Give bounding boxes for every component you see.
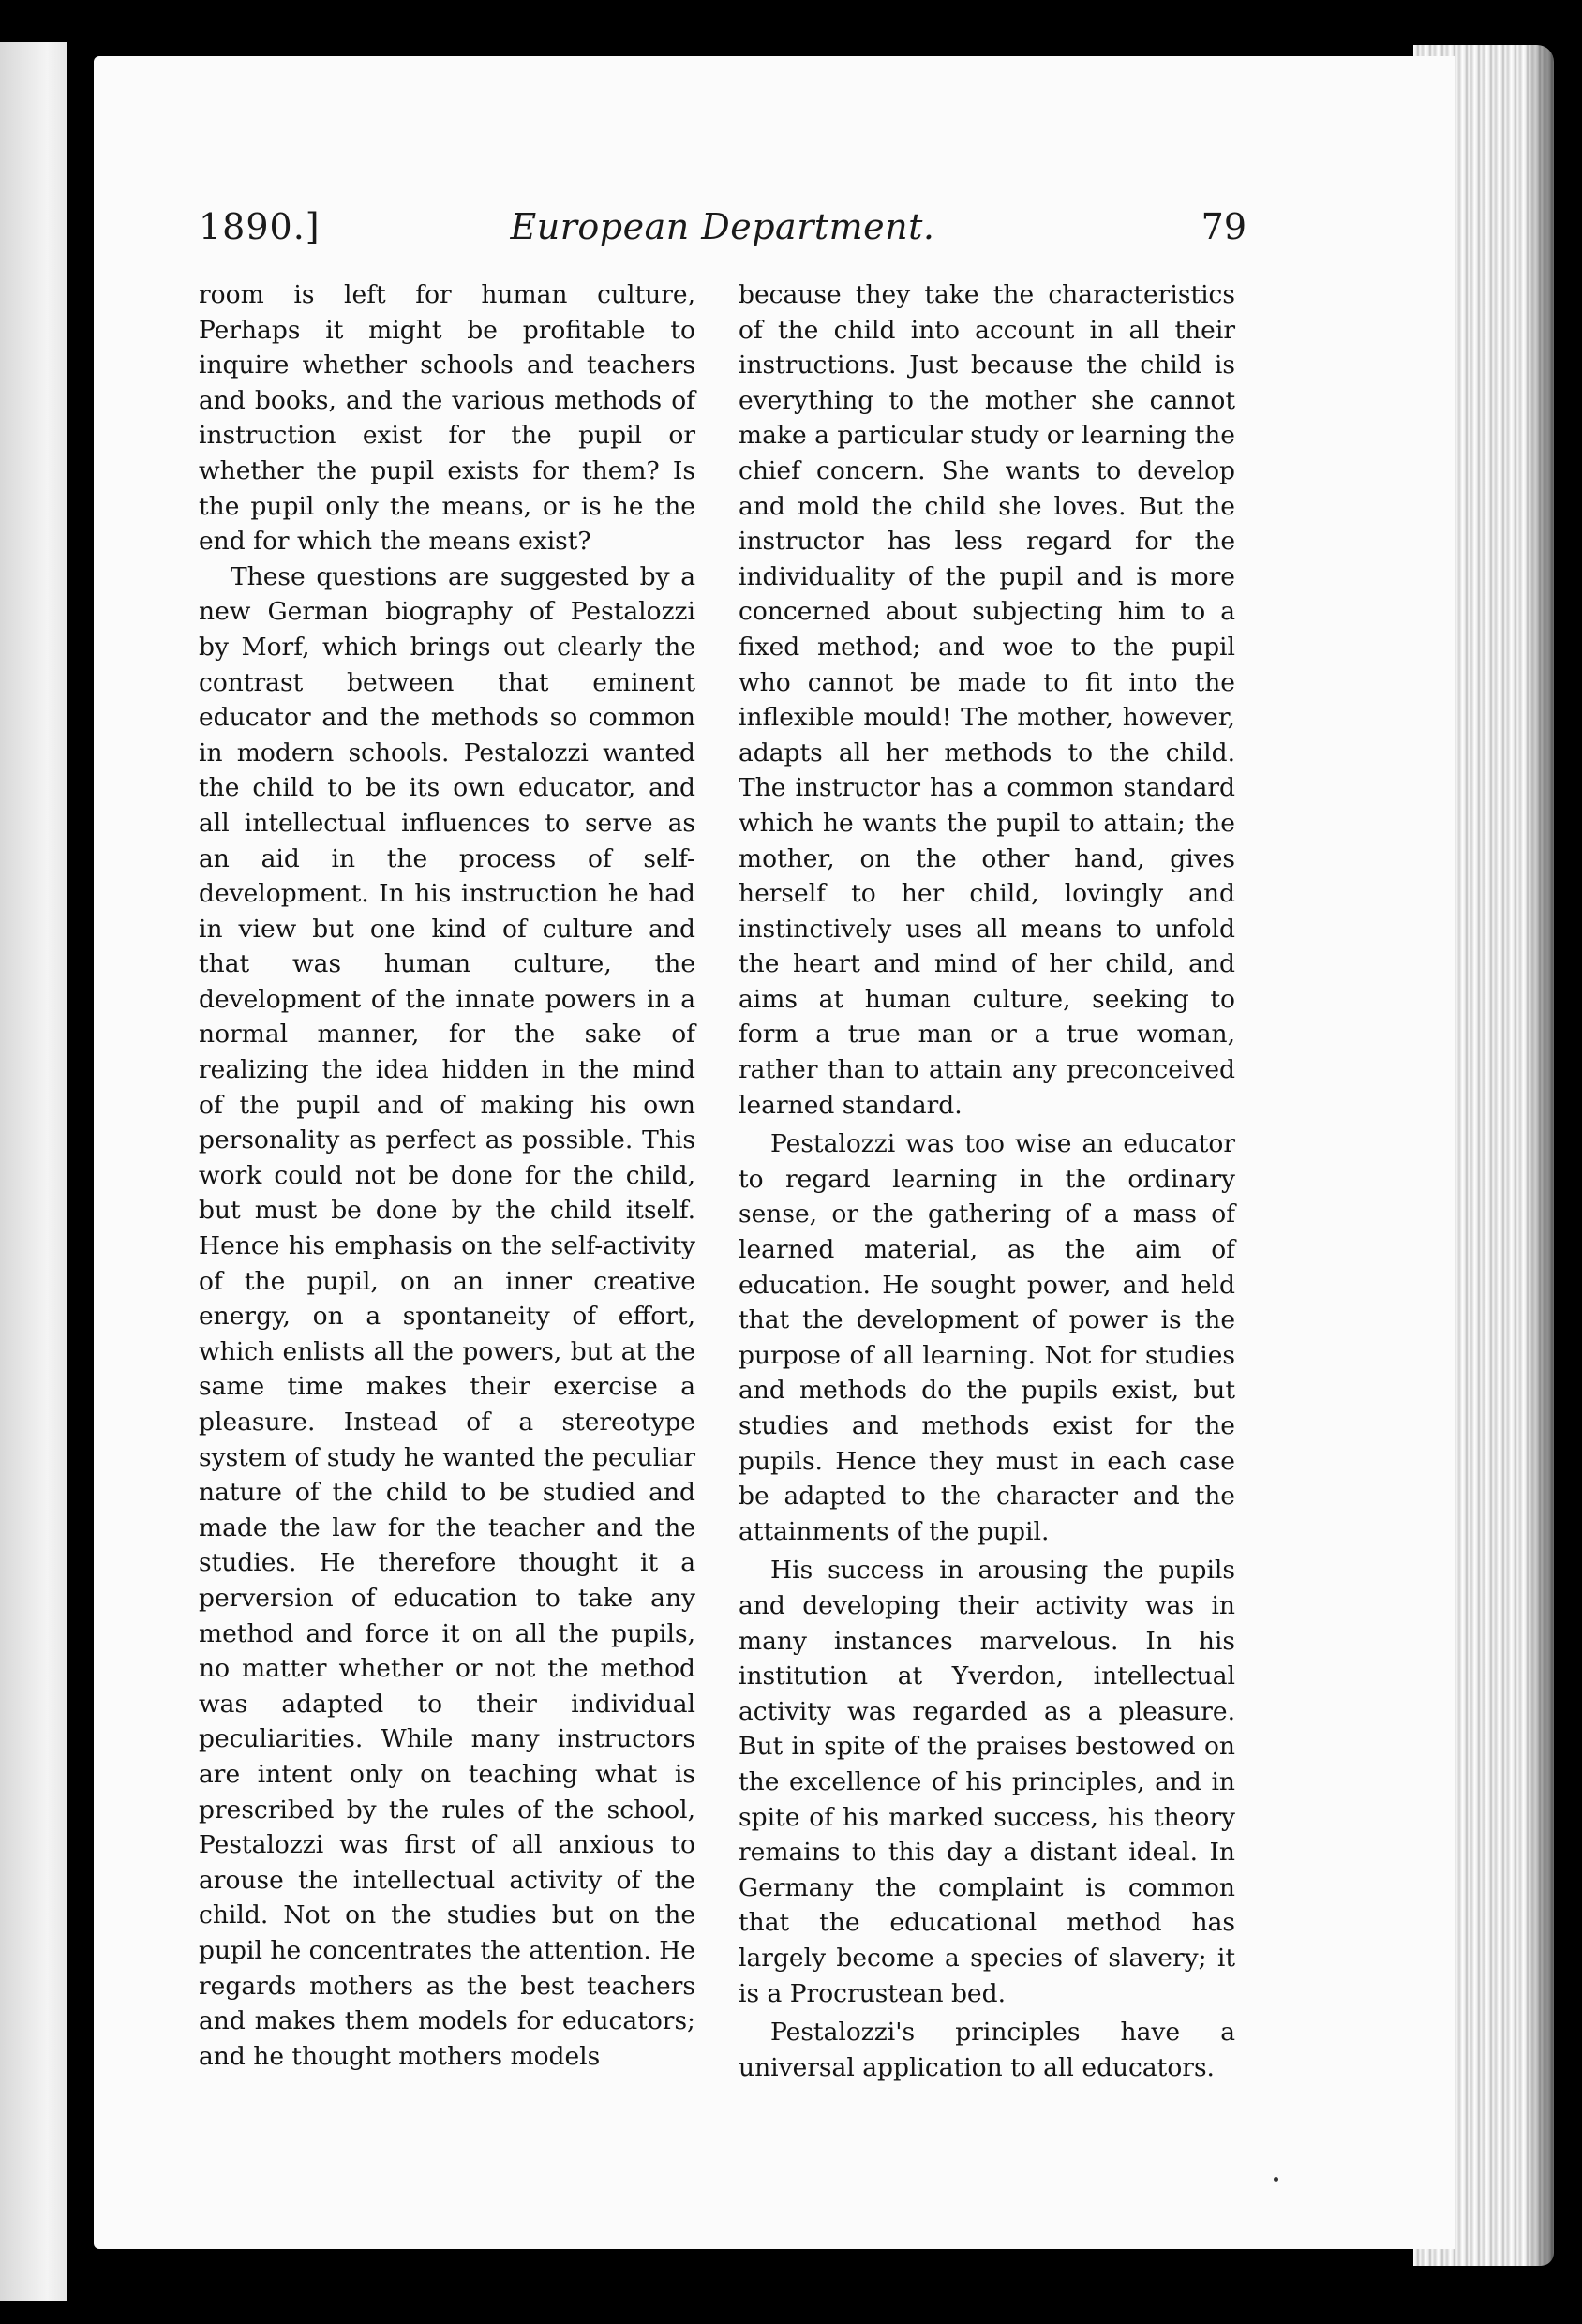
paragraph: room is left for human culture, Perhaps it might be profitable to inquire whether schools and teachers and books, and the various methods of instruction exist for the pupil or whether the pupil exists for them? Is the pupil only the means, or is he the end for which the means exist? — [199, 280, 695, 557]
paragraph: His success in arousing the pupils and developing their activity was in many instances marvelous. In his institution at Yverdon, intellectual activity was regarded as a pleasure. But in spite of the praises bestowed on the excellence of his principles, and in spite of his marked success, his theory remains to this day a distant ideal. In Germany the complaint is common that the educational method has largely become a species of slavery; it is a Procrustean bed. — [739, 1556, 1235, 2008]
paragraph: because they take the characteristics of the child into account in all their instructions. Just because the child is everything to the mother she cannot make a particular study or learning the chief concern. She wants to develop and mold the child she loves. But the instructor has less regard for the individuality of the pupil and is more concerned about subjecting him to a fixed method; and woe to the pupil who cannot be made to fit into the inflexible mould! The mother, however, adapts all her methods to the child. The instructor has a common standard which he wants the pupil to attain; the mother, on the other hand, gives herself to her child, lovingly and instinctively uses all means to unfold the heart and mind of her child, and aims at human culture, seeking to form a true man or a true woman, rather than to attain any preconceived learned standard. — [739, 280, 1235, 1120]
ink-speck — [1274, 2177, 1278, 2182]
header-title: European Department. — [510, 206, 935, 247]
facing-page-edge — [0, 42, 67, 2301]
page-number: 79 — [1201, 206, 1246, 247]
header-year: 1890.] — [199, 206, 321, 247]
running-header — [199, 206, 1246, 262]
paragraph: Pestalozzi was too wise an educator to regard learning in the ordinary sense, or the gathering of a mass of learned material, as the aim of education. He sought power, and held that the development of power is the purpose of all learning. Not for studies and methods do the pupils exist, but studies and methods exist for the pupils. Hence they must in each case be adapted to the character and the attainments of the pupil. — [739, 1129, 1235, 1546]
left-column — [199, 277, 695, 2074]
paragraph: These questions are suggested by a new German biography of Pestalozzi by Morf, which brings out clearly the contrast between that eminent educator and the methods so common in modern schools. Pestalozzi wanted the child to be its own educator, and all intellectual influences to serve as an aid in the process of self-development. In his instruction he had in view but one kind of culture and that was human culture, the development of the innate powers in a normal manner, for the sake of realizing the idea hidden in the mind of the pupil and of making his own personality as perfect as possible. This work could not be done for the child, but must be done by the child itself. Hence his emphasis on the self-activity of the pupil, on an inner creative energy, on a spontaneity of effort, which enlists all the powers, but at the same time makes their exercise a pleasure. Instead of a stereotype system of study he wanted the peculiar nature of the child to be studied and made the law for the teacher and the studies. He therefore thought it a perversion of education to take any method and force it on all the pupils, no matter whether or not the method was adapted to their individual peculiarities. While many instructors are intent only on teaching what is prescribed by the rules of the school, Pestalozzi was first of all anxious to arouse the intellectual activity of the child. Not on the studies but on the pupil he concentrates the attention. He regards mothers as the best teachers and makes them models for educators; and he thought mothers models — [199, 561, 695, 2071]
paragraph: Pestalozzi's principles have a universal application to all educators. — [739, 2018, 1235, 2082]
right-column — [739, 277, 1235, 2085]
